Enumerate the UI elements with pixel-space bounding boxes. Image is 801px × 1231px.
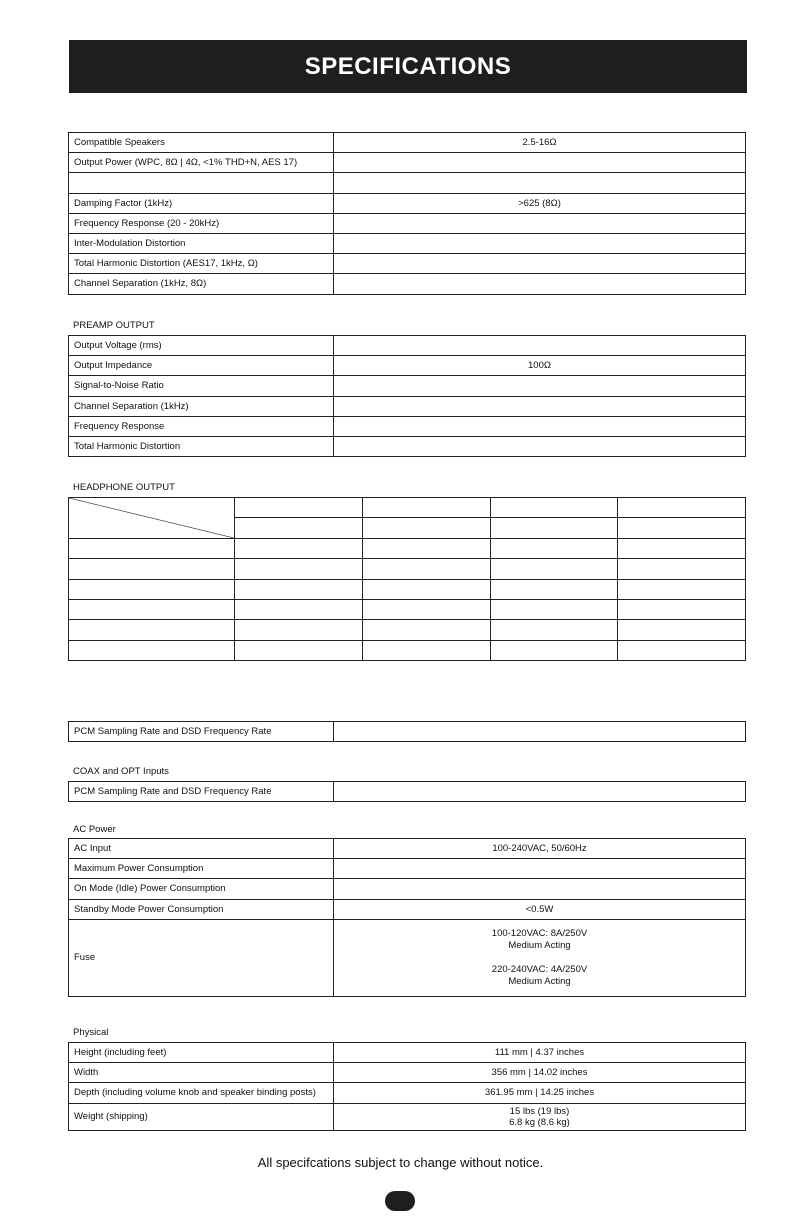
table-cell	[618, 640, 746, 660]
table-row	[69, 1043, 746, 1063]
spec-key: Total Harmonic Distortion (AES17, 1kHz, Ω)	[69, 254, 334, 274]
table-row	[69, 153, 746, 173]
table-row	[69, 579, 746, 599]
ac-power-spec-table	[68, 838, 746, 997]
table-row	[69, 274, 746, 294]
spec-key: Output Power (WPC, 8Ω | 4Ω, <1% THD+N, AES 17)	[69, 153, 334, 173]
spec-value	[334, 254, 746, 274]
table-cell	[362, 579, 490, 599]
table-cell	[235, 559, 363, 579]
table-cell	[69, 599, 235, 619]
table-row	[69, 436, 746, 456]
table-cell	[235, 518, 363, 538]
table-row	[69, 839, 746, 859]
table-cell	[618, 559, 746, 579]
table-row	[69, 722, 746, 742]
table-row	[69, 899, 746, 919]
spec-value: <0.5W	[334, 899, 746, 919]
table-cell	[490, 640, 618, 660]
table-cell	[490, 559, 618, 579]
table-cell	[362, 538, 490, 558]
table-row	[69, 599, 746, 619]
table-row	[69, 376, 746, 396]
table-cell	[490, 620, 618, 640]
spec-key: AC Input	[69, 839, 334, 859]
spec-key: Damping Factor (1kHz)	[69, 193, 334, 213]
table-cell	[69, 640, 235, 660]
spec-value: 100-240VAC, 50/60Hz	[334, 839, 746, 859]
table-cell	[362, 599, 490, 619]
spec-value	[334, 782, 746, 802]
spec-value	[334, 233, 746, 253]
table-row	[69, 620, 746, 640]
ac-section-label: AC Power	[73, 824, 116, 835]
table-row	[69, 782, 746, 802]
table-cell	[618, 518, 746, 538]
spec-key: Compatible Speakers	[69, 133, 334, 153]
table-cell	[362, 640, 490, 660]
table-cell	[235, 538, 363, 558]
physical-section-label: Physical	[73, 1027, 109, 1038]
table-cell	[490, 498, 618, 518]
page-title-banner	[69, 40, 747, 93]
spec-value: 361.95 mm | 14.25 inches	[334, 1083, 746, 1103]
spec-value	[334, 396, 746, 416]
table-cell	[69, 538, 235, 558]
spec-value	[334, 416, 746, 436]
spec-key: Maximum Power Consumption	[69, 859, 334, 879]
table-row	[69, 356, 746, 376]
spec-value: >625 (8Ω)	[334, 193, 746, 213]
spec-key: Output Impedance	[69, 356, 334, 376]
table-cell	[618, 599, 746, 619]
spec-key: Weight (shipping)	[69, 1103, 334, 1130]
table-cell	[69, 559, 235, 579]
table-cell	[362, 518, 490, 538]
table-row	[69, 133, 746, 153]
weight-line: 15 lbs (19 lbs)	[509, 1105, 570, 1117]
table-row	[69, 559, 746, 579]
spec-key: Signal-to-Noise Ratio	[69, 376, 334, 396]
table-cell	[490, 518, 618, 538]
fuse-line: 100-120VAC: 8A/250V	[491, 927, 588, 939]
spec-key: PCM Sampling Rate and DSD Frequency Rate	[69, 722, 334, 742]
spec-key: Channel Separation (1kHz)	[69, 396, 334, 416]
spec-key: Frequency Response	[69, 416, 334, 436]
page-title: SPECIFICATIONS	[304, 52, 512, 80]
headphone-output-table	[68, 497, 746, 661]
headphone-section-label: HEADPHONE OUTPUT	[73, 482, 175, 493]
table-row	[69, 1083, 746, 1103]
table-cell	[618, 579, 746, 599]
table-row	[69, 919, 746, 996]
table-cell	[362, 559, 490, 579]
spec-value	[334, 274, 746, 294]
spec-value: 2.5-16Ω	[334, 133, 746, 153]
table-row	[69, 640, 746, 660]
table-row	[69, 193, 746, 213]
spec-key	[69, 173, 334, 193]
table-cell	[618, 620, 746, 640]
table-cell	[490, 599, 618, 619]
spec-key: Inter-Modulation Distortion	[69, 233, 334, 253]
spec-key: Fuse	[69, 919, 334, 996]
spec-key: PCM Sampling Rate and DSD Frequency Rate	[69, 782, 334, 802]
amplifier-spec-table	[68, 132, 746, 295]
page-number-badge	[385, 1191, 415, 1211]
table-row	[69, 1063, 746, 1083]
table-cell	[490, 538, 618, 558]
spec-value	[334, 879, 746, 899]
spec-key: Width	[69, 1063, 334, 1083]
preamp-spec-table	[68, 335, 746, 457]
diagonal-header-cell	[69, 498, 235, 539]
table-cell	[618, 498, 746, 518]
footer-note: All specifcations subject to change without notice.	[257, 1155, 544, 1170]
table-row	[69, 336, 746, 356]
spec-value	[334, 436, 746, 456]
spec-key: Depth (including volume knob and speaker binding posts)	[69, 1083, 334, 1103]
weight-line: 6.8 kg (8.6 kg)	[509, 1116, 570, 1128]
spec-value	[334, 376, 746, 396]
table-row	[69, 396, 746, 416]
table-cell	[490, 579, 618, 599]
table-row	[69, 173, 746, 193]
spec-value: 356 mm | 14.02 inches	[334, 1063, 746, 1083]
table-row	[69, 213, 746, 233]
spec-key: Standby Mode Power Consumption	[69, 899, 334, 919]
fuse-line: Medium Acting	[508, 975, 571, 987]
spec-key: Output Voltage (rms)	[69, 336, 334, 356]
table-row	[69, 416, 746, 436]
table-row	[69, 859, 746, 879]
table-cell	[235, 620, 363, 640]
table-cell	[69, 620, 235, 640]
usb-input-spec-table	[68, 721, 746, 742]
table-cell	[235, 579, 363, 599]
spec-key: Height (including feet)	[69, 1043, 334, 1063]
table-cell	[362, 620, 490, 640]
table-cell	[235, 599, 363, 619]
fuse-line: Medium Acting	[508, 939, 571, 951]
table-row	[69, 879, 746, 899]
spec-key: Total Harmonic Distortion	[69, 436, 334, 456]
table-cell	[235, 640, 363, 660]
table-cell	[362, 498, 490, 518]
table-cell	[69, 579, 235, 599]
spec-key: Frequency Response (20 - 20kHz)	[69, 213, 334, 233]
spec-value: 111 mm | 4.37 inches	[334, 1043, 746, 1063]
spec-value	[334, 213, 746, 233]
table-row	[69, 1103, 746, 1130]
spec-value	[334, 722, 746, 742]
table-cell	[235, 498, 363, 518]
fuse-value	[334, 919, 746, 996]
spec-value	[334, 336, 746, 356]
weight-value	[334, 1103, 746, 1130]
spec-value	[334, 153, 746, 173]
spec-key: Channel Separation (1kHz, 8Ω)	[69, 274, 334, 294]
table-cell	[618, 538, 746, 558]
table-row	[69, 233, 746, 253]
table-row	[69, 254, 746, 274]
fuse-line: 220-240VAC: 4A/250V	[491, 963, 588, 975]
physical-spec-table	[68, 1042, 746, 1131]
spec-value: 100Ω	[334, 356, 746, 376]
spec-key: On Mode (Idle) Power Consumption	[69, 879, 334, 899]
spec-value	[334, 859, 746, 879]
spec-value	[334, 173, 746, 193]
table-row	[69, 498, 746, 518]
table-row	[69, 538, 746, 558]
coax-section-label: COAX and OPT Inputs	[73, 766, 169, 777]
coax-spec-table	[68, 781, 746, 802]
preamp-section-label: PREAMP OUTPUT	[73, 320, 155, 331]
